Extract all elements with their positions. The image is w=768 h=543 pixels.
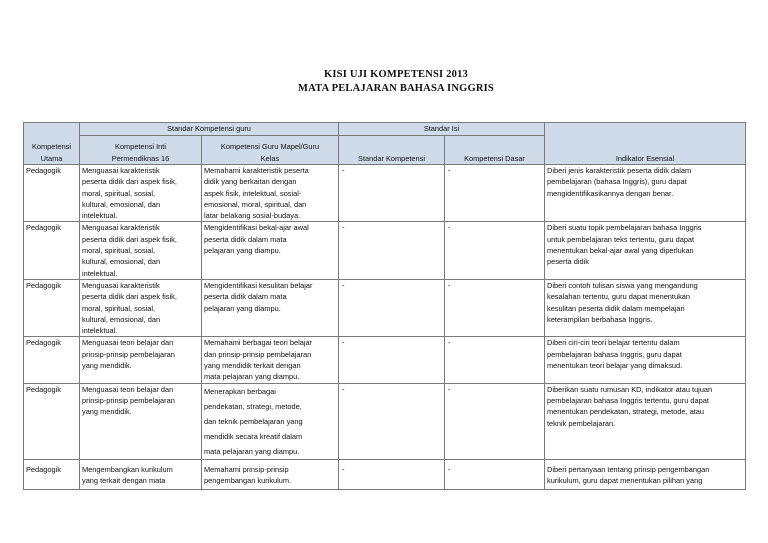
column-header-standar-kompetensi: Standar Kompetensi xyxy=(339,136,445,165)
cell-kompetensi-utama: Pedagogik xyxy=(24,459,80,489)
cell-kompetensi-inti: Menguasai teori belajar dan prinsip-prinsip pembelajaran yang mendidik. xyxy=(80,383,202,459)
cell-indikator-esensial: Diberi pertanyaan tentang prinsip pengembangan kurikulum, guru dapat menentukan pilihan yang xyxy=(545,459,746,489)
cell-kompetensi-guru: Memahami prinsip-prinsip pengembangan kurikulum. xyxy=(202,459,339,489)
cell-indikator-esensial: Diberi contoh tulisan siswa yang mengandung kesalahan tertentu, guru dapat menentukan kesulitan peserta didik dalam mempelajari keterampilan berbahasa Inggris. xyxy=(545,279,746,336)
document-subtitle: MATA PELAJARAN BAHASA INGGRIS xyxy=(298,83,494,94)
table-row xyxy=(24,279,746,336)
cell-kompetensi-dasar: - xyxy=(445,383,545,459)
cell-kompetensi-inti: Mengembangkan kurikulum yang terkait dengan mata xyxy=(80,459,202,489)
cell-kompetensi-dasar: - xyxy=(445,222,545,279)
cell-standar-kompetensi: - xyxy=(339,337,445,383)
cell-standar-kompetensi: - xyxy=(339,279,445,336)
cell-kompetensi-inti: Menguasai teori belajar dan prinsip-prinsip pembelajaran yang mendidik. xyxy=(80,337,202,383)
cell-kompetensi-guru: Memahami berbagai teori belajar dan prinsip-prinsip pembelajaran yang mendidik terkait dengan mata pelajaran yang diampu. xyxy=(202,337,339,383)
table-row xyxy=(24,165,746,222)
competency-table xyxy=(23,122,746,490)
group-header-empty xyxy=(24,123,80,136)
cell-indikator-esensial: Diberi suatu topik pembelajaran bahasa Inggris untuk pembelajaran teks tertentu, guru dapat menentukan bekal-ajar awal yang diperlukan peserta didik xyxy=(545,222,746,279)
group-header-standar-isi: Standar Isi xyxy=(339,123,545,136)
cell-kompetensi-utama: Pedagogik xyxy=(24,222,80,279)
cell-kompetensi-guru: Menerapkan berbagai pendekatan, strategi, metode, dan teknik pembelajaran yang mendidik secara kreatif dalam mata pelajaran yang diampu. xyxy=(202,383,339,459)
cell-kompetensi-utama: Pedagogik xyxy=(24,165,80,222)
table-row xyxy=(24,222,746,279)
cell-kompetensi-dasar: - xyxy=(445,279,545,336)
group-header-row xyxy=(24,123,746,136)
cell-kompetensi-dasar: - xyxy=(445,337,545,383)
table-row xyxy=(24,459,746,489)
column-header-row xyxy=(24,136,746,165)
group-header-empty xyxy=(545,123,746,136)
cell-kompetensi-inti: Menguasai karakteristik peserta didik dari aspek fisik, moral, spiritual, sosial, kultural, emosional, dan intelektual. xyxy=(80,279,202,336)
cell-standar-kompetensi: - xyxy=(339,222,445,279)
column-header-kompetensi-inti: Kompetensi Inti Permendiknas 16 xyxy=(80,136,202,165)
cell-kompetensi-utama: Pedagogik xyxy=(24,337,80,383)
cell-kompetensi-utama: Pedagogik xyxy=(24,383,80,459)
cell-kompetensi-utama: Pedagogik xyxy=(24,279,80,336)
cell-standar-kompetensi: - xyxy=(339,459,445,489)
cell-indikator-esensial: Diberi jenis karakteristik peserta didik dalam pembelajaran (bahasa Inggris), guru dapat mengidentifikasikannya dengan benar. xyxy=(545,165,746,222)
cell-kompetensi-guru: Mengidentifikasi bekal-ajar awal peserta didik dalam mata pelajaran yang diampu. xyxy=(202,222,339,279)
table-row xyxy=(24,337,746,383)
group-header-standar-kompetensi-guru: Standar Kompetensi guru xyxy=(80,123,339,136)
cell-kompetensi-guru: Memahami karakteristik peserta didik yang berkaitan dengan aspek fisik, intelektual, sosial- emosional, moral, spiritual, dan latar belakang sosial-budaya. xyxy=(202,165,339,222)
cell-kompetensi-dasar: - xyxy=(445,165,545,222)
cell-kompetensi-dasar: - xyxy=(445,459,545,489)
column-header-kompetensi-utama: Kompetensi Utama xyxy=(24,136,80,165)
column-header-kompetensi-guru: Kompetensi Guru Mapel/Guru Kelas xyxy=(202,136,339,165)
cell-kompetensi-guru: Mengidentifikasi kesulitan belajar peserta didik dalam mata pelajaran yang diampu. xyxy=(202,279,339,336)
document-title: KISI UJI KOMPETENSI 2013 xyxy=(324,69,468,80)
cell-kompetensi-inti: Menguasai karakteristik peserta didik dari aspek fisik, moral, spiritual, sosial, kultural, emosional, dan intelektual. xyxy=(80,222,202,279)
column-header-kompetensi-dasar: Kompetensi Dasar xyxy=(445,136,545,165)
cell-standar-kompetensi: - xyxy=(339,383,445,459)
cell-kompetensi-inti: Menguasai karakteristik peserta didik dari aspek fisik, moral, spiritual, sosial, kultural, emosional, dan intelektual. xyxy=(80,165,202,222)
cell-indikator-esensial: Diberikan suatu rumusan KD, indikator atau tujuan pembelajaran bahasa Inggris tertentu, guru dapat menentukan pendekatan, strategi, metode, atau teknik pembelajaran. xyxy=(545,383,746,459)
cell-indikator-esensial: Diberi ciri-ciri teori belajar tertentu dalam pembelajaran bahasa Inggris, guru dapat menentukan teori belajar yang dimaksud. xyxy=(545,337,746,383)
cell-standar-kompetensi: - xyxy=(339,165,445,222)
table-row xyxy=(24,383,746,459)
column-header-indikator-esensial: Indikator Esensial xyxy=(545,136,746,165)
